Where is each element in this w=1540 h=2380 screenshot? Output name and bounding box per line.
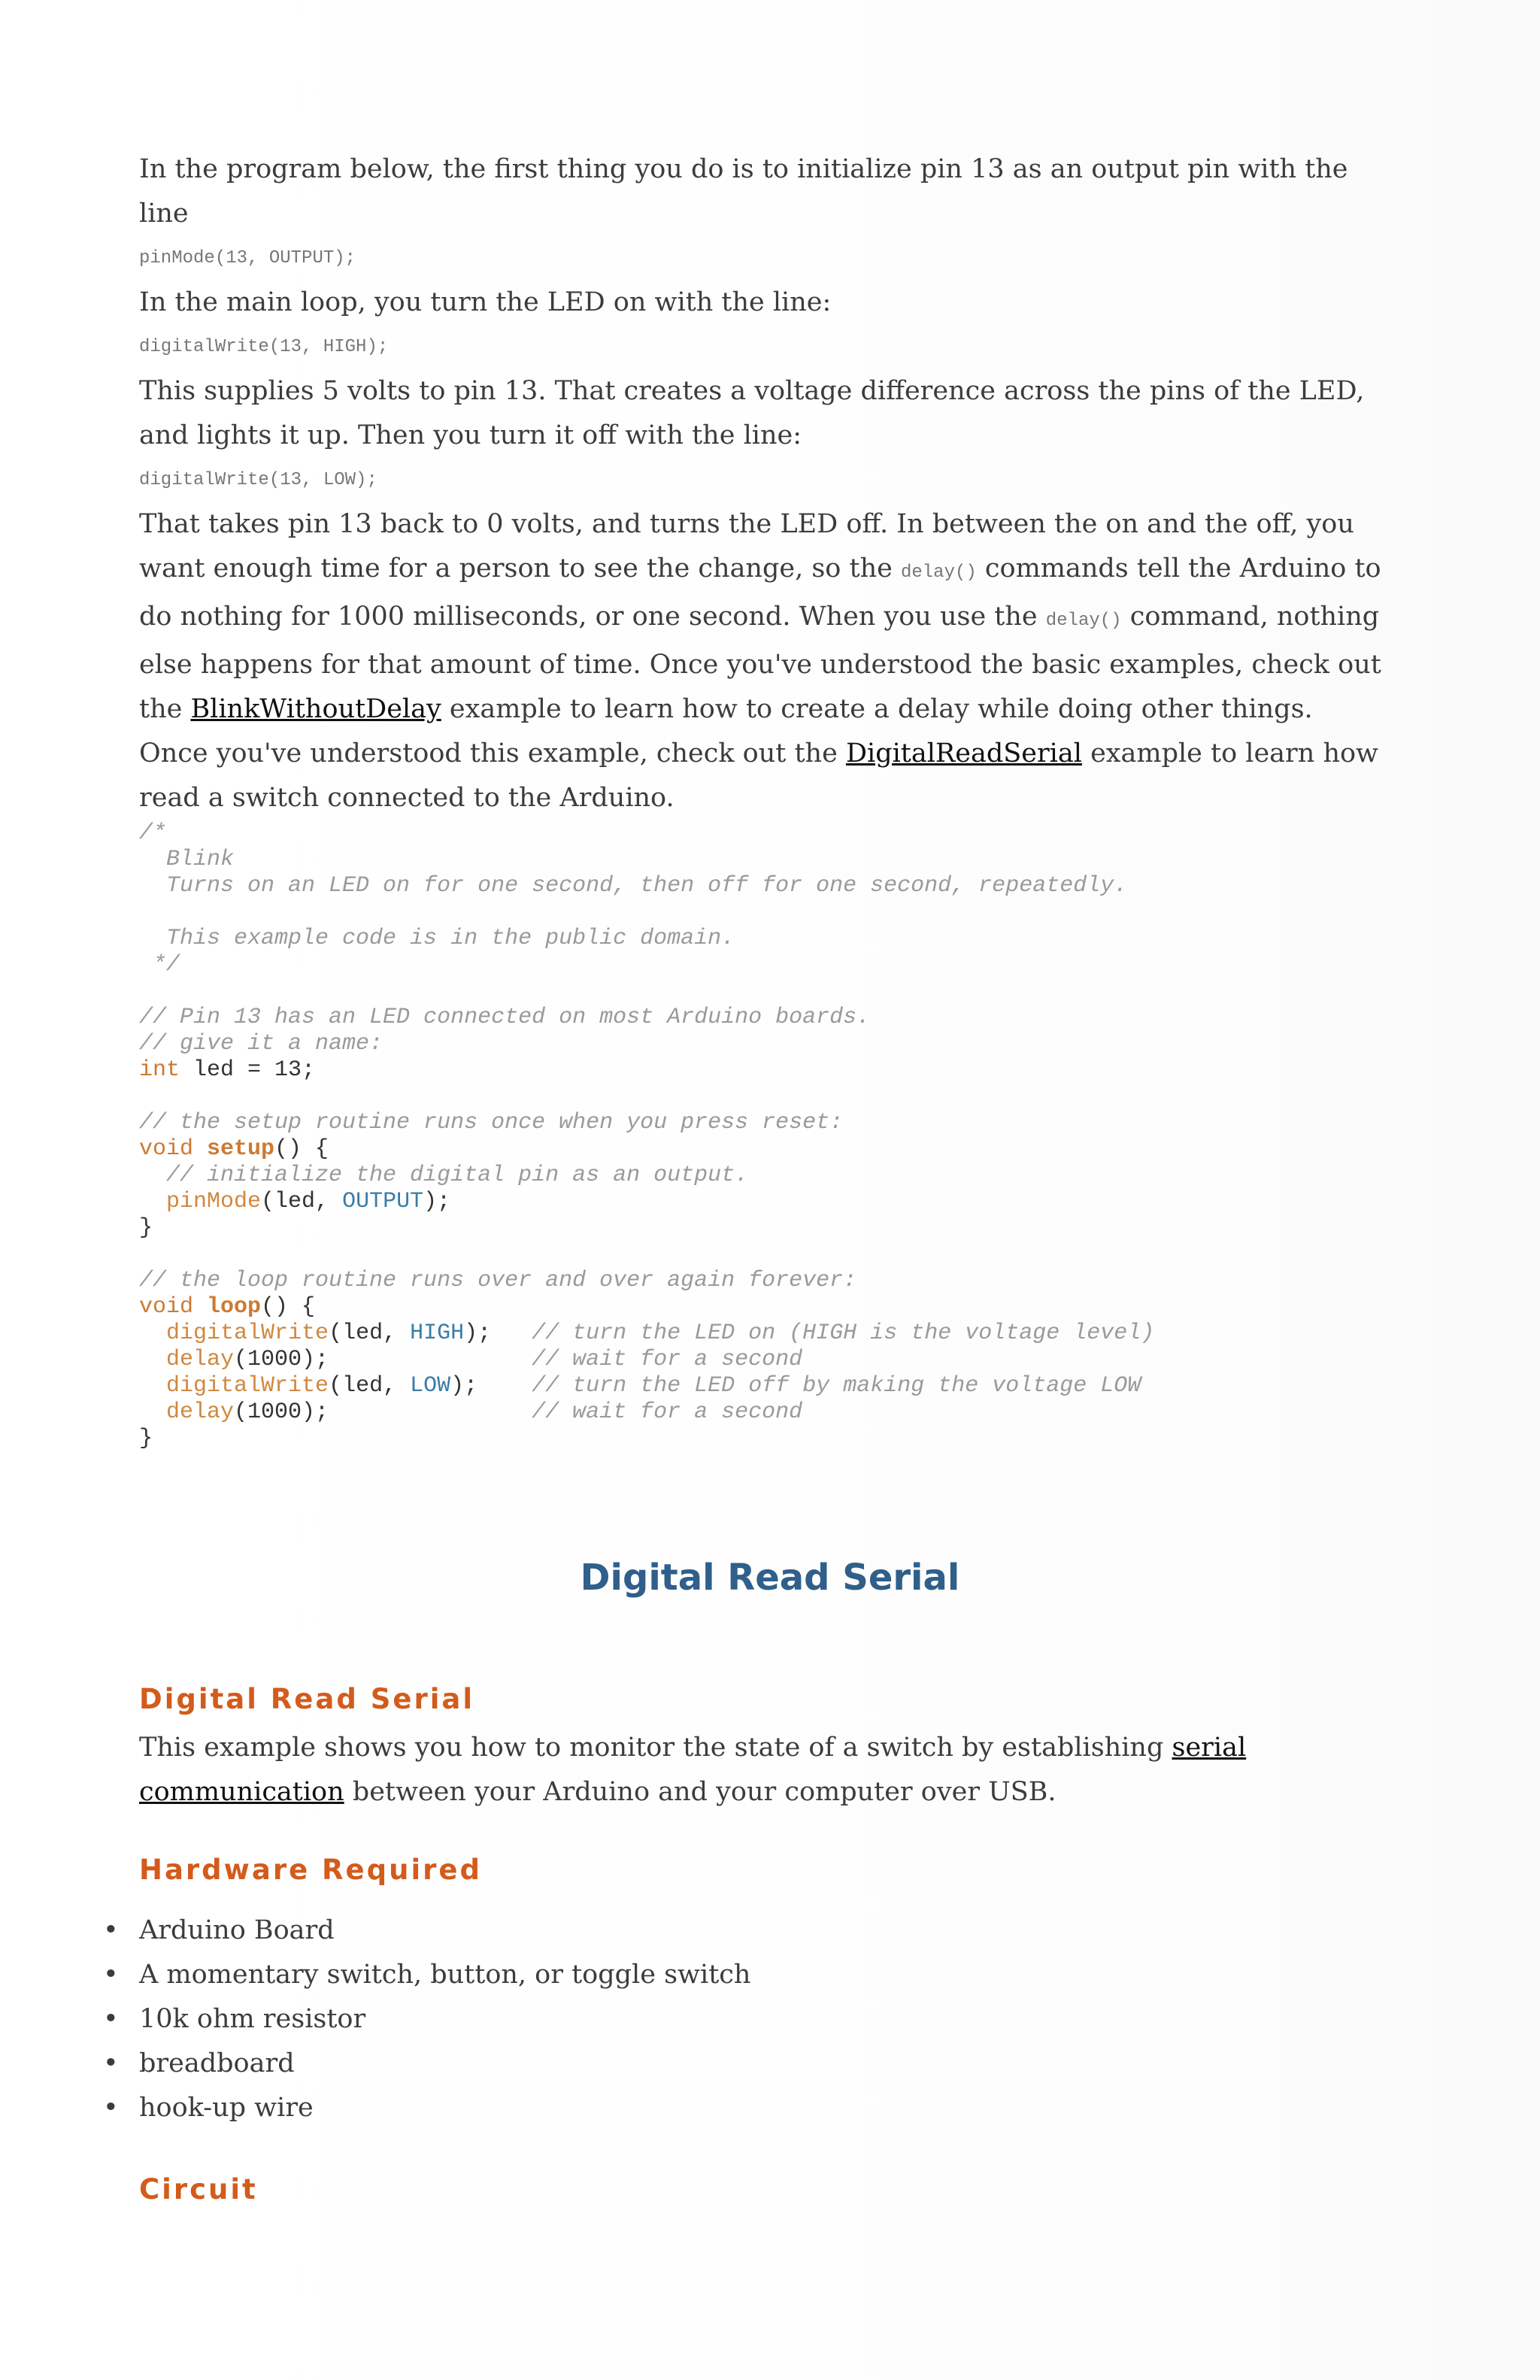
code-builtin-call: delay — [166, 1347, 235, 1372]
drs-intro-text-b: between your Arduino and your computer over USB. — [344, 1777, 1056, 1807]
code-comment: // wait for a second — [532, 1347, 803, 1372]
paragraph-next-example — [139, 732, 1387, 820]
section-heading-circuit: Circuit — [139, 2173, 258, 2206]
paragraph-drs-intro — [139, 1726, 1387, 1815]
code-comment: // turn the LED off by making the voltage LOW — [532, 1373, 1141, 1399]
code-builtin-call: delay — [166, 1399, 235, 1425]
code-text: } — [139, 1426, 153, 1451]
code-text: (led, — [261, 1189, 343, 1214]
section-heading-digital-read-serial: Digital Read Serial — [139, 1683, 475, 1715]
code-text: (1000); — [234, 1399, 532, 1425]
drs-section — [139, 1683, 1387, 1815]
list-item: • 10k ohm resistor — [139, 1997, 1387, 2042]
code-text: (led, — [329, 1373, 411, 1399]
next-text-a: Once you've understood this example, check out the — [139, 738, 846, 769]
code-builtin-call: digitalWrite — [166, 1373, 329, 1399]
code-function-name: loop — [207, 1294, 262, 1320]
code-text: led = 13; — [180, 1057, 316, 1083]
code-text: () { — [261, 1294, 316, 1320]
code-comment: // the setup routine runs once when you press reset: — [139, 1110, 844, 1135]
code-builtin-call: pinMode — [166, 1189, 262, 1214]
section-heading-hardware: Hardware Required — [139, 1854, 482, 1886]
code-text: ); — [450, 1373, 532, 1399]
blink-code-block — [139, 820, 1387, 1452]
paragraph-pinmode-intro: In the program below, the first thing you do is to initialize pin 13 as an output pin with the line — [139, 154, 1348, 229]
code-text: ); — [464, 1320, 532, 1346]
list-item: • A momentary switch, button, or toggle switch — [139, 1953, 1387, 1997]
code-digitalwrite-high: digitalWrite(13, HIGH); — [139, 337, 389, 357]
link-blinkwithoutdelay[interactable]: BlinkWithoutDelay — [190, 694, 441, 724]
list-item: • hook-up wire — [139, 2086, 1387, 2130]
code-text: ); — [423, 1189, 451, 1214]
code-text: (led, — [329, 1320, 411, 1346]
inline-code-delay-2: delay() — [1045, 611, 1122, 631]
code-constant: OUTPUT — [342, 1189, 424, 1214]
code-void-keyword: void — [139, 1294, 194, 1320]
delay-text-d: example to learn how to create a delay while doing other things. — [441, 694, 1313, 724]
code-type-keyword: int — [139, 1057, 180, 1083]
next-text-b: example to learn how read a switch connected to the Arduino. — [139, 738, 1379, 813]
hardware-section — [139, 1854, 1387, 2130]
circuit-section — [139, 2173, 1387, 2206]
delay-text-c: command, nothing else happens for that amount of time. Once you've understood the basic examples, check out the — [139, 602, 1381, 724]
code-constant: LOW — [410, 1373, 451, 1399]
code-comment: Turns on an LED on for one second, then off for one second, repeatedly. — [139, 873, 1128, 899]
code-comment: // wait for a second — [532, 1399, 803, 1425]
blink-explanation — [139, 147, 1387, 1452]
code-pinmode: pinMode(13, OUTPUT); — [139, 248, 356, 268]
code-comment: // Pin 13 has an LED connected on most Arduino boards. — [139, 1005, 871, 1030]
paragraph-voltage: This supplies 5 volts to pin 13. That creates a voltage difference across the pins of the LED, and lights it up. Then you turn it off with the line: — [139, 376, 1365, 450]
list-item: • Arduino Board — [139, 1909, 1387, 1953]
drs-intro-text-a: This example shows you how to monitor the state of a switch by establishing — [139, 1733, 1172, 1763]
code-comment: // turn the LED on (HIGH is the voltage level) — [532, 1320, 1155, 1346]
list-item: • breadboard — [139, 2042, 1387, 2086]
code-comment: // give it a name: — [139, 1031, 383, 1057]
code-text: } — [139, 1215, 153, 1241]
page-title: Digital Read Serial — [580, 1557, 960, 1599]
paragraph-delay — [139, 502, 1387, 732]
code-comment: This example code is in the public domain. — [139, 926, 735, 951]
code-comment: // the loop routine runs over and over again forever: — [139, 1268, 857, 1293]
code-function-name: setup — [207, 1136, 275, 1162]
hardware-list — [139, 1909, 1387, 2130]
link-serial-communication[interactable]: serial communication — [139, 1733, 1247, 1807]
code-comment: // initialize the digital pin as an output. — [139, 1163, 749, 1188]
code-text: (1000); — [234, 1347, 532, 1372]
code-comment: */ — [139, 952, 180, 978]
code-text: () { — [274, 1136, 329, 1162]
delay-text-b: commands tell the Arduino to do nothing for 1000 milliseconds, or one second. When you use the — [139, 553, 1381, 632]
paragraph-main-loop: In the main loop, you turn the LED on with the line: — [139, 287, 832, 317]
code-comment: /* — [139, 820, 167, 846]
code-comment: Blink — [139, 847, 235, 872]
code-void-keyword: void — [139, 1136, 194, 1162]
inline-code-delay-1: delay() — [900, 562, 977, 583]
code-constant: HIGH — [410, 1320, 465, 1346]
code-digitalwrite-low: digitalWrite(13, LOW); — [139, 470, 377, 490]
link-digitalreadserial[interactable]: DigitalReadSerial — [845, 738, 1082, 769]
delay-text-a: That takes pin 13 back to 0 volts, and turns the LED off. In between the on and the off, you want enough time for a person to see the change, so the — [139, 509, 1354, 584]
code-builtin-call: digitalWrite — [166, 1320, 329, 1346]
